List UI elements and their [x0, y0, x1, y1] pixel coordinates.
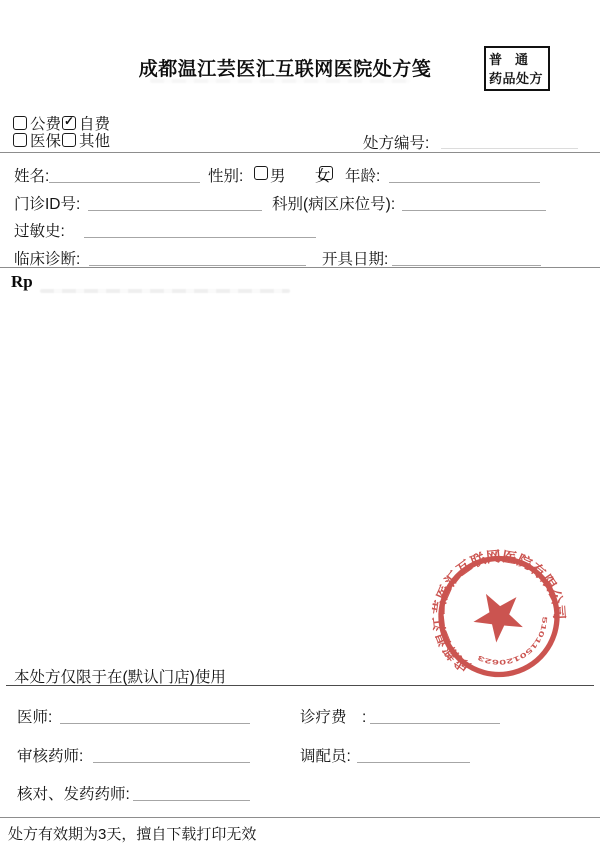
rp-label: Rp: [11, 272, 33, 291]
outpatient-id-label: 门诊ID号:: [14, 196, 81, 213]
seal-serial-text: 5101150120623: [479, 616, 548, 666]
fee-blank[interactable]: [370, 707, 500, 724]
fee-label: 诊疗费 :: [300, 709, 367, 726]
payment-option-label: 自费: [79, 115, 111, 133]
checkbox-qita[interactable]: [62, 133, 76, 147]
checkbox-gongfei[interactable]: [13, 116, 27, 130]
doctor-blank[interactable]: [60, 707, 250, 724]
seal-star-icon: [464, 581, 531, 647]
department-blank[interactable]: [402, 194, 546, 211]
male-label: 男: [270, 168, 286, 185]
doctor-label: 医师:: [17, 709, 53, 726]
seal-company-text: 成都温江芸医汇互联网医院有限公司: [431, 549, 567, 675]
rx-number-label: 处方编号:: [363, 135, 430, 152]
outpatient-id-blank[interactable]: [88, 194, 262, 211]
usage-note: 本处方仅限于在(默认门店)使用: [14, 669, 226, 686]
age-blank[interactable]: [389, 166, 540, 183]
department-label: 科别(病区床位号):: [272, 196, 396, 213]
checkbox-yibao[interactable]: [13, 133, 27, 147]
allergy-blank[interactable]: [84, 221, 316, 238]
rx-type-box: [484, 46, 550, 91]
divider-rp: [0, 267, 600, 268]
issue-date-label: 开具日期:: [322, 251, 389, 268]
divider-footer: [0, 817, 600, 818]
payment-option-label: 公费: [30, 115, 62, 133]
age-label: 年龄:: [345, 168, 381, 185]
name-blank[interactable]: [49, 166, 200, 183]
checkbox-zifei[interactable]: [62, 116, 76, 130]
payment-option-label: 医保: [30, 132, 62, 150]
scan-artifact: [40, 289, 290, 293]
validity-note: 处方有效期为3天，擅自下载打印无效: [8, 826, 257, 843]
dispenser-label: 调配员:: [300, 748, 351, 765]
scan-artifact: [150, 79, 410, 83]
rx-type-line1: 普 通: [489, 52, 529, 67]
check-pharmacist-blank[interactable]: [133, 784, 250, 801]
review-pharmacist-blank[interactable]: [93, 746, 250, 763]
gender-label: 性别:: [208, 168, 244, 185]
rx-type-line2: 药品处方: [489, 71, 544, 86]
allergy-label: 过敏史:: [14, 223, 65, 240]
diagnosis-label: 临床诊断:: [14, 251, 81, 268]
check-pharmacist-label: 核对、发药药师:: [17, 786, 130, 803]
name-label: 姓名:: [14, 168, 50, 185]
female-label: 女: [315, 168, 331, 185]
diagnosis-blank[interactable]: [89, 249, 306, 266]
male-checkbox[interactable]: [254, 166, 268, 180]
divider-header: [0, 152, 600, 153]
dispenser-blank[interactable]: [357, 746, 470, 763]
issue-date-blank[interactable]: [392, 249, 541, 266]
review-pharmacist-label: 审核药师:: [17, 748, 84, 765]
payment-row-2: [13, 131, 111, 148]
rx-number-blank[interactable]: [441, 132, 578, 149]
hospital-seal: [424, 544, 574, 689]
payment-option-label: 其他: [79, 132, 111, 150]
payment-options-group: [13, 114, 111, 148]
divider-usage: [6, 685, 594, 686]
page-title: 成都温江芸医汇互联网医院处方笺: [138, 59, 432, 80]
